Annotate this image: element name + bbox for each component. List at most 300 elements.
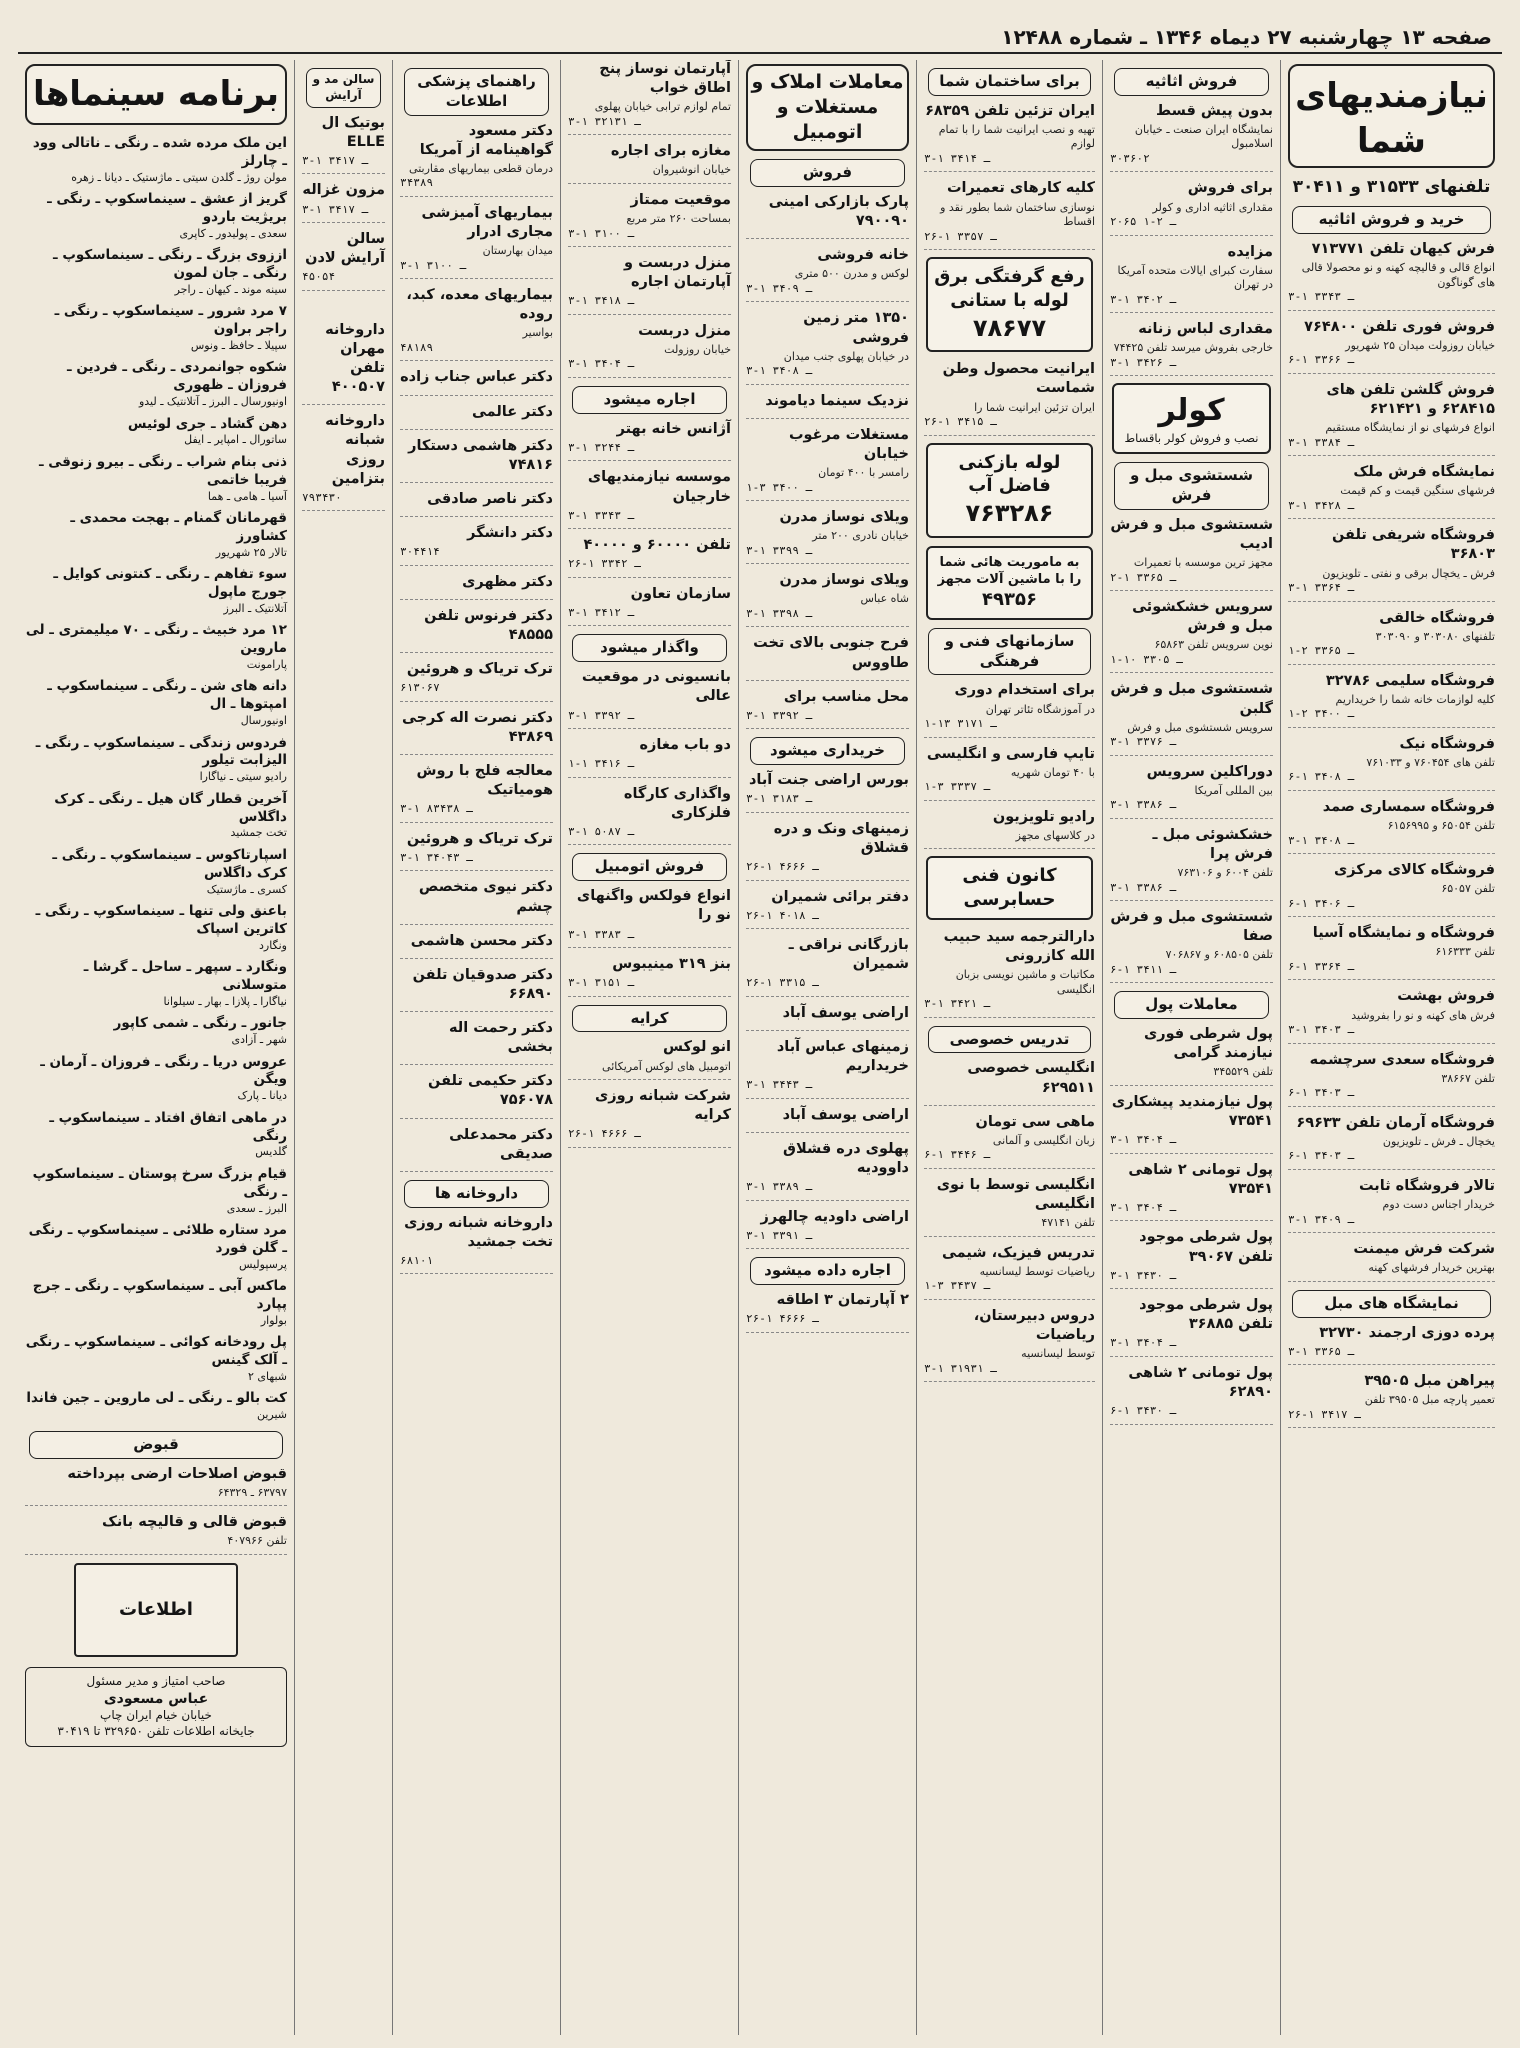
classified-ad [1110, 598, 1273, 673]
ad-heading: پول شرطی موجود تلفن ۳۶۸۸۵ [1139, 1297, 1273, 1333]
ad-heading: سازمان تعاون [630, 585, 731, 602]
ad-heading: برای فروش [1187, 180, 1273, 197]
ad-heading: پل رودخانه کوائی ـ سینماسکوپ ـ رنگی ـ آلک گینس [25, 1334, 287, 1369]
classified-ad [1288, 240, 1495, 311]
ad-text: خیابان روزولت میدان ۲۵ شهریور [1345, 338, 1495, 352]
column-medical [392, 60, 560, 2035]
needs-phones: تلفنهای ۳۱۵۳۳ و ۳۰۴۱۱ [1292, 176, 1491, 197]
ad-heading: دانه های شن ـ رنگی ـ سینماسکوپ ـ امپتوها ـ ال [47, 678, 287, 713]
ad-heading: انگلیسی خصوصی ۶۲۹۵۱۱ [967, 1060, 1095, 1096]
ad-heading: داروخانه شبانه روزی بتزامین [325, 413, 385, 487]
classified-ad [400, 490, 553, 517]
classified-ad [400, 878, 553, 924]
classified-ad [1110, 102, 1273, 173]
classified-ad [746, 309, 909, 384]
ad-text: شیرین [256, 1408, 287, 1422]
ad-code: ۱-۳ ـ ۳۴۰۰ [746, 480, 813, 494]
classified-ad [1110, 179, 1273, 235]
ad-code: ۳-۱ ـ ۳۳۸۶ [1110, 798, 1177, 812]
ad-code: ۶-۱ ـ ۳۴۰۶ [1288, 896, 1355, 910]
classified-ad [1110, 516, 1273, 591]
classified-ad [568, 322, 731, 378]
ad-heading: ترک تریاک و هروئین [406, 661, 553, 678]
ad-code: ۳-۱ ـ ۳۲۱۳۱ [568, 114, 641, 128]
classified-ad [1110, 908, 1273, 983]
ad-heading: دکتر نیوی متخصص چشم [418, 879, 553, 915]
ad-heading: فرح جنوبی بالای تخت طاووس [753, 635, 909, 671]
ad-heading: دکتر نصرت اله کرجی ۴۳۸۶۹ [401, 709, 553, 745]
ad-text: فرش ـ یخچال برقی و نفتی ـ تلویزیون [1322, 566, 1495, 580]
ad-text: تالار ۲۵ شهریور [215, 545, 287, 559]
ad-code: ۴۵۰۵۴ [302, 270, 336, 284]
ad-heading: رادیو تلویزیون [992, 808, 1095, 825]
ad-text: میدان بهارستان [482, 244, 553, 258]
ad-code: ۲۶-۱ ـ ۴۶۶۶ [568, 1127, 641, 1141]
classified-ad [400, 932, 553, 959]
ad-heading: مزایده [1227, 243, 1273, 260]
cinema-listing [25, 735, 287, 785]
footer-line-2: عباس مسعودی [103, 1690, 209, 1707]
ad-heading: بازرگانی نراقی ـ شمیران [788, 937, 909, 973]
ad-text: اونیورسال ـ البرز ـ آتلانتیک ـ لیدو [138, 395, 287, 409]
ad-text: تمام لوازم ترابی خیابان پهلوی [594, 100, 731, 114]
ad-heading: موقعیت ممتاز [630, 191, 731, 208]
ad-text: آسیا ـ هامی ـ هما [207, 489, 287, 503]
ad-text: ۶۳۷۹۷ ـ ۶۴۳۲۹ [217, 1485, 287, 1499]
ad-heading: شستشوی مبل و فرش گلبن [1110, 681, 1273, 717]
column-rent-auto [560, 60, 738, 2035]
ad-code: ۳-۱ ـ ۳۳۷۶ [1110, 735, 1177, 749]
ad-heading: تدریس فیزیک، شیمی [941, 1244, 1095, 1261]
classified-ad [924, 360, 1095, 435]
ad-code: ۱-۱ ـ ۳۴۱۶ [568, 757, 635, 771]
ad-heading: تایپ فارسی و انگلیسی [926, 745, 1095, 762]
ad-code: ۳-۱ ـ ۸۳۴۳۸ [400, 802, 473, 816]
classified-ad [1110, 826, 1273, 901]
classified-ad [1110, 1228, 1273, 1289]
ad-text: ونگارد [258, 938, 287, 952]
ad-heading: بانسیونی در موقعیت عالی [581, 669, 731, 705]
classified-ad [568, 887, 731, 948]
classified-ad [400, 1019, 553, 1065]
ad-heading: قبوض قالی و قالیچه بانک [102, 1514, 287, 1531]
classified-ad [302, 181, 385, 223]
column-building-education [916, 60, 1102, 2035]
classified-ad [568, 191, 731, 247]
ad-text: تهیه و نصب ایرانیت شما را با تمام لوازم [938, 122, 1095, 151]
ad-heading: برای استخدام دوری [954, 682, 1095, 699]
ad-text: شهر ـ آزادی [231, 1033, 287, 1047]
classified-ad [568, 668, 731, 729]
ad-heading: دو باب مغازه [639, 737, 731, 754]
ad-text: مولن روژ ـ گلدن سیتی ـ ماژستیک ـ دیانا ـ زهره [71, 170, 287, 184]
cinema-listing [25, 1015, 287, 1047]
ad-text: ریاضیات توسط لیسانسیه [979, 1264, 1095, 1278]
ad-heading: اسپارتاکوس ـ سینماسکوپ ـ رنگی ـ کرک داگلاس [52, 846, 287, 881]
ad-heading: شستشوی مبل و فرش ادیب [1110, 516, 1273, 552]
section-washing: شستشوی مبل و فرش [1114, 462, 1269, 510]
classified-ad [400, 709, 553, 755]
section-sale: فروش [750, 159, 905, 187]
ad-heading: بورس اراضی جنت آباد [748, 772, 909, 789]
ad-code: ۴۸۱۸۹ [400, 340, 434, 354]
ad-text: خیابان نادری ۲۰۰ متر [812, 529, 909, 543]
ad-heading: دوراکلین سرویس [1146, 763, 1273, 780]
ad-code: ۳-۱ ـ ۳۴۴۳ [746, 1078, 813, 1092]
footer-line-3: خیابان خیام ایران چاپ [100, 1708, 212, 1723]
classified-ad [1288, 672, 1495, 728]
audit-box-heading: کانون فنی حسابرسی [962, 865, 1057, 911]
section-receipts: قبوض [29, 1431, 283, 1459]
classified-ad [1110, 680, 1273, 755]
section-money: معاملات پول [1114, 991, 1269, 1019]
classified-ad [746, 688, 909, 730]
column-cinemas [18, 60, 294, 2035]
section-private-tutoring: تدریس خصوصی [928, 1026, 1091, 1054]
ad-code: ۳-۱ ـ ۳۳۹۸ [746, 606, 813, 620]
plumbing-box-1-heading: رفع گرفتگی برق لوله با ستانی [934, 266, 1085, 311]
cinema-listing [25, 416, 287, 448]
classified-ad [746, 936, 909, 997]
cinema-listing [25, 791, 287, 841]
section-rent: اجاره میشود [572, 386, 727, 414]
ad-heading: انواع فولکس واگنهای نو را [576, 888, 731, 924]
ad-heading: ماهی سی تومان [975, 1113, 1095, 1130]
ad-code: ۳-۱ ـ ۳۴۲۶ [1110, 355, 1177, 369]
footer-line-4: جایخانه اطلاعات تلفن ۳۲۹۶۵۰ تا ۳۰۴۱۹ [57, 1724, 255, 1739]
classified-ad [746, 1004, 909, 1031]
classified-ad [746, 1038, 909, 1099]
ad-heading: ۲ آپارتمان ۳ اطاقه [776, 1292, 909, 1309]
cinema-listing [25, 135, 287, 185]
ad-heading: داروخانه مهران تلفن ۴۰۰۵۰۷ [325, 321, 385, 396]
cinema-listing [25, 622, 287, 672]
ad-text: لوکس و مدرن ۵۰۰ متری [794, 267, 909, 281]
cinema-listing [25, 566, 287, 616]
ad-text: تلفن ۴۷۱۴۱ [1041, 1216, 1095, 1230]
plumbing-box-2 [926, 443, 1093, 538]
ad-code: ۳-۱ ـ ۳۴۱۷ [302, 153, 369, 167]
ad-text: پرسپولیس [238, 1257, 287, 1271]
classified-ad [568, 254, 731, 315]
classified-ad [1288, 1324, 1495, 1366]
cinema-listing [25, 847, 287, 897]
ad-heading: فردوس زندگی ـ سینماسکوپ ـ رنگی ـ الیزابت تیلور [35, 734, 287, 769]
ad-heading: اززوی بزرگ ـ رنگی ـ سینماسکوپ ـ رنگی ـ جان لمون [53, 247, 287, 281]
ad-heading: ترک تریاک و هروئین [406, 830, 553, 847]
machinery-box-heading: به ماموریت هائی شما را با ماشین آلات مجهز [937, 554, 1082, 587]
ad-code: ۱-۳ ـ ۳۴۳۷ [924, 1279, 991, 1293]
cooler-text: نصب و فروش کولر باقساط [1124, 431, 1259, 446]
classified-ad [400, 403, 553, 430]
ad-heading: سوء تفاهم ـ رنگی ـ کنتونی کوایل ـ جورج ماپول [53, 566, 287, 600]
classified-ad [568, 468, 731, 529]
ad-code: ۳-۱ ـ ۳۴۰۸ [746, 364, 813, 378]
ad-heading: فروشگاه سعدی سرچشمه [1309, 1051, 1495, 1068]
ad-code: ۶-۱ ـ ۳۴۳۰ [1110, 1404, 1177, 1418]
classified-ad [400, 573, 553, 600]
ad-text: مجهز ترین موسسه با تعمیرات [1133, 556, 1273, 570]
ad-code: ۱-۱۰ ـ ۳۳۰۵ [1110, 652, 1183, 666]
ad-code: ۲۶-۱ ـ ۳۴۱۷ [1288, 1407, 1361, 1421]
ad-text: دیانا ـ پارک [237, 1089, 287, 1103]
ettelaat-logo: اطلاعات [74, 1563, 238, 1657]
ad-heading: قیام بزرگ سرخ پوستان ـ سینماسکوپ ـ رنگی [32, 1165, 287, 1200]
ad-code: ۳-۱ ـ ۳۴۲۸ [1288, 498, 1355, 512]
classified-ad [924, 1113, 1095, 1169]
needs-title: نیازمندیهای شما [1288, 64, 1495, 168]
classified-ad [746, 426, 909, 501]
classified-ad [746, 508, 909, 564]
ad-code: ۶۸۱۰۱ [400, 1253, 434, 1267]
section-sell-furniture: فروش اثاثیه [1114, 68, 1269, 96]
ad-text: بواسیر [522, 326, 553, 340]
ad-heading: دروس دبیرستان، ریاضیات [973, 1307, 1095, 1343]
ad-heading: پول نیازمندید پیشکاری ۷۳۵۴۱ [1111, 1093, 1273, 1130]
ad-heading: اراضی داودیه چالهرز [760, 1208, 909, 1225]
ad-code: ۳-۱ ـ ۳۴۱۷ [302, 202, 369, 216]
ad-heading: دکتر ناصر صادقی [427, 490, 553, 507]
ad-code: ۳-۱ ـ ۳۴۰۴ [1110, 1336, 1177, 1350]
classified-ad [1288, 1051, 1495, 1107]
ad-heading: بنز ۳۱۹ مینیبوس [612, 956, 731, 973]
ad-code: ۲۶-۱ ـ ۴۶۶۶ [746, 860, 819, 874]
classified-ad [302, 321, 385, 406]
classified-ad [400, 660, 553, 702]
section-transfer: واگذار میشود [572, 634, 727, 662]
ad-heading: شستشوی مبل و فرش صفا [1110, 909, 1273, 945]
classified-ad [400, 286, 553, 361]
ad-text: تعمیر پارچه مبل ۳۹۵۰۵ تلفن [1364, 1393, 1495, 1407]
ad-text: تلفن های ۷۶۰۴۵۴ و ۷۶۱۰۳۳ [1366, 755, 1495, 769]
classified-ad [1110, 1093, 1273, 1154]
ad-code: ۳-۱ ـ ۳۴۰۸ [1288, 833, 1355, 847]
ad-heading: فروش فوری تلفن ۷۶۴۸۰۰ [1304, 318, 1495, 335]
ad-text: یخچال ـ فرش ـ تلویزیون [1382, 1134, 1495, 1148]
cinema-listing [25, 359, 287, 409]
column-furniture-money [1102, 60, 1280, 2035]
column-needs-main [1280, 60, 1502, 2035]
ad-heading: گریز از عشق ـ سینماسکوپ ـ رنگی ـ بریژیت باردو [47, 191, 287, 225]
ad-heading: منزل دربست و آپارتمان اجاره [624, 255, 731, 291]
ad-code: ۳-۱ ـ ۳۴۱۲ [568, 605, 635, 619]
ad-text: اونیورسال [240, 714, 287, 728]
cinema-listing [25, 903, 287, 953]
ad-code: ۶-۱ ـ ۳۴۰۸ [1288, 770, 1355, 784]
ad-code: ۱-۲ ـ ۳۴۰۰ [1288, 707, 1355, 721]
ad-heading: دکتر محمدعلی صدیقی [449, 1126, 553, 1162]
page-header [18, 22, 1502, 54]
ad-heading: دفتر برائی شمیران [771, 888, 909, 905]
ad-heading: پارک بازارکی امینی ۷۹۰۰۹۰ [768, 194, 909, 230]
ad-heading: پول شرطی موجود تلفن ۳۹۰۶۷ [1139, 1229, 1273, 1265]
ad-heading: اراضی یوسف آباد [782, 1106, 909, 1123]
classified-ad [400, 830, 553, 872]
ad-code: ۳-۱ ـ ۳۴۰۴۳ [400, 850, 473, 864]
classified-ad [400, 1072, 553, 1118]
ad-heading: باعنق ولی تنها ـ سینماسکوپ ـ رنگی ـ کاترین اسپاک [35, 903, 287, 937]
ad-code: ۲۶-۱ ـ ۳۴۱۵ [924, 415, 997, 429]
ad-heading: دهن گشاد ـ جری لوئیس [127, 415, 287, 432]
classified-ad [568, 736, 731, 778]
classified-ad [924, 928, 1095, 1018]
ad-text: نوین سرویس تلفن ۶۵۸۶۳ [1154, 638, 1273, 652]
ad-code: ۳-۱ ـ ۳۱۸۳ [746, 792, 813, 806]
classified-ad [568, 1087, 731, 1148]
ad-text: در آموزشگاه تئاتر تهران [985, 702, 1095, 716]
ad-text: البرز ـ سعدی [226, 1201, 287, 1215]
classified-ad [746, 392, 909, 419]
plumbing-box-2-phone: ۷۶۳۲۸۶ [965, 499, 1054, 528]
classified-ad [1288, 318, 1495, 374]
ad-heading: مغازه برای اجاره [610, 143, 731, 160]
ad-heading: مستغلات مرغوب خیابان [788, 426, 909, 462]
ad-heading: فروشگاه نیک [1399, 735, 1495, 752]
ad-code: ۳-۱ ـ ۳۳۸۹ [746, 1180, 813, 1194]
classified-ad [400, 524, 553, 566]
ad-code: ۲۶-۱ ـ ۳۳۴۲ [568, 557, 641, 571]
ad-code: ۳-۱ ـ ۳۴۰۹ [1288, 1212, 1355, 1226]
ad-text: بمساحت ۲۶۰ متر مربع [626, 212, 731, 226]
ad-code: ۳-۱ ـ ۳۴۳۰ [1110, 1268, 1177, 1282]
ad-text: نوسازی ساختمان شما بطور نقد و اقساط [940, 200, 1095, 229]
ad-heading: پول تومانی ۲ شاهی ۶۲۸۹۰ [1128, 1365, 1273, 1401]
classified-ad [746, 1291, 909, 1333]
ad-heading: ۷ مرد شرور ـ سینماسکوپ ـ رنگی ـ راجر براون [54, 303, 287, 338]
ad-heading: دکتر هاشمی دستکار ۷۴۸۱۶ [408, 437, 553, 473]
classified-ad [746, 1140, 909, 1201]
ad-heading: پول شرطی فوری نیازمند گرامی [1143, 1026, 1273, 1062]
ad-heading: انگلیسی توسط با نوی انگلیسی [936, 1176, 1095, 1212]
ad-heading: سالن آرایش لادن [305, 231, 385, 267]
ad-heading: انو لوکس [662, 1039, 731, 1056]
column-salon [294, 60, 392, 2035]
section-buy-sell-furniture: خرید و فروش اثاثیه [1292, 206, 1491, 234]
classified-ad [25, 1465, 287, 1507]
classified-ad [400, 437, 553, 483]
ad-heading: کلیه کارهای تعمیرات [946, 180, 1095, 197]
ad-heading: پول تومانی ۲ شاهی ۷۳۵۴۱ [1128, 1161, 1273, 1197]
ad-heading: تلفن ۶۰۰۰۰ و ۴۰۰۰۰ [583, 537, 731, 554]
ad-code: ۲۶-۱ ـ ۳۳۵۷ [924, 229, 997, 243]
ad-heading: فروشگاه آرمان تلفن ۶۹۶۳۳ [1296, 1114, 1495, 1131]
classified-ad [1110, 320, 1273, 376]
ad-heading: دکتر صدوقیان تلفن ۶۶۸۹۰ [412, 966, 553, 1002]
ad-code: ۳۴۳۸۹ [400, 176, 434, 190]
ad-code: ۳-۱ ـ ۳۲۴۴ [568, 440, 635, 454]
ad-code: ۳-۱ ـ ۳۴۰۴ [1110, 1133, 1177, 1147]
ad-code: ۶-۱ ـ ۳۴۴۶ [924, 1148, 991, 1162]
ad-heading: زمینهای عباس آباد خریداریم [776, 1039, 909, 1075]
ad-code: ۲-۱ ـ ۳۳۶۵ [1110, 570, 1177, 584]
ad-code: ۶-۱ ـ ۳۳۶۴ [1288, 959, 1355, 973]
ad-heading: کت بالو ـ رنگی ـ لی ماروین ـ جین فاندا [26, 1390, 287, 1407]
classified-ad [568, 60, 731, 135]
ad-code: ۳-۱ ـ ۳۱۵۱ [568, 976, 635, 990]
ad-heading: مقداری لباس زنانه [1138, 321, 1273, 338]
ad-text: کسری ـ ماژستیک [206, 882, 287, 896]
ad-text: توسط لیسانسیه [1021, 1347, 1095, 1361]
ad-code: ۳-۱ ـ ۳۳۶۴ [1288, 581, 1355, 595]
classified-ad [400, 966, 553, 1012]
ad-heading: فروشگاه سمساری صمد [1322, 799, 1495, 815]
ad-heading: دکتر دانشگر [467, 525, 553, 542]
classified-ad [400, 122, 553, 197]
cinema-listing [25, 1222, 287, 1272]
ad-code: ۳-۱ ـ ۳۴۰۲ [1110, 292, 1177, 306]
ad-text: تلفنهای ۳۰۳۰۸۰ و ۳۰۳۰۹۰ [1375, 629, 1495, 643]
ad-heading: فروش بهشت [1397, 988, 1495, 1005]
ad-heading: دکتر مسعود گواهینامه از آمریکا [419, 122, 553, 158]
ad-heading: دکتر محسن هاشمی [410, 932, 553, 949]
classified-ad [1110, 1025, 1273, 1086]
ad-text: انواع فرشهای نو از نمایشگاه مستقیم [1325, 421, 1495, 435]
classified-ad [1288, 381, 1495, 456]
classified-ad [746, 246, 909, 302]
ad-heading: محل مناسب برای [783, 688, 909, 705]
classified-ad [746, 820, 909, 881]
ad-code: ۲۰۶۵ ـ ۲-۱ [1110, 215, 1177, 229]
ad-text: سپیلا ـ حافظ ـ ونوس [190, 338, 287, 352]
ad-code: ۳۰۴۴۱۴ [400, 545, 440, 559]
ad-code: ۳-۱ ـ ۳۳۴۳ [568, 508, 635, 522]
ad-heading: شرکت شبانه روزی کرایه [594, 1088, 731, 1124]
classified-ad [1288, 1372, 1495, 1428]
ad-heading: شرکت فرش میمنت [1353, 1241, 1495, 1258]
ad-heading: معالجه فلج با روش هومیاتیک [416, 762, 553, 799]
ad-heading: آژانس خانه بهتر [616, 420, 731, 437]
ad-text: شاه عباس [860, 592, 909, 606]
ad-heading: دکتر فرنوس تلفن ۴۸۵۵۵ [424, 607, 553, 643]
classified-ad [400, 1214, 553, 1275]
classified-ad [924, 681, 1095, 737]
ad-heading: زمینهای ونک و دره قشلاق [773, 820, 909, 856]
plumbing-box-1 [926, 257, 1093, 352]
ad-heading: بوتیک ال ELLE [321, 114, 385, 150]
ad-heading: ایرانیت محصول وطن شماست [942, 361, 1095, 397]
section-pharmacies: داروخانه ها [404, 1180, 549, 1208]
ad-text: خیابان انوشیروان [652, 163, 731, 177]
ad-code: ۳۰۳۶۰۲ [1110, 151, 1150, 165]
ad-code: ۲۶-۱ ـ ۴۰۱۸ [746, 908, 819, 922]
classified-ad [400, 762, 553, 823]
ad-code: ۱-۱۳ ـ ۳۱۷۱ [924, 717, 997, 731]
columns [18, 60, 1502, 2035]
ad-heading: ۱۳۵۰ متر زمین فروشی [803, 310, 909, 346]
classified-ad [1110, 1296, 1273, 1357]
ad-text: خیابان روزولت [664, 342, 731, 356]
ad-code: ۳-۱ ـ ۳۴۰۹ [746, 281, 813, 295]
ad-heading: دکتر عالمی [471, 403, 553, 420]
classified-ad [568, 785, 731, 846]
classified-ad [1288, 861, 1495, 917]
ad-heading: بیماریهای آمیزشی مجاری ادرار [421, 204, 553, 240]
ad-text: نیاگارا ـ پلازا ـ بهار ـ سیلوانا [163, 994, 287, 1008]
section-technical: سازمانهای فنی و فرهنگی [928, 628, 1091, 676]
audit-box [926, 856, 1093, 920]
ad-text: سینه موند ـ کیهان ـ راجر [174, 282, 287, 296]
ad-text: شبهای ۲ [248, 1369, 287, 1383]
ad-code: ۳-۱ ـ ۳۳۹۲ [746, 708, 813, 722]
ad-heading: بیماریهای معده، کبد، روده [406, 287, 553, 323]
ad-code: ۳-۱ ـ ۳۳۹۲ [568, 708, 635, 722]
ad-text: سعدی ـ پولیدور ـ کاپری [179, 226, 287, 240]
cinema-listing [25, 1334, 287, 1384]
ad-code: ۱-۲ ـ ۳۳۶۵ [1288, 644, 1355, 658]
classified-ad [746, 1208, 909, 1250]
ad-heading: قبوض اصلاحات ارضی بپرداخته [67, 1465, 287, 1482]
ad-heading: دارالترجمه سید حبیب الله کازرونی [943, 928, 1095, 964]
